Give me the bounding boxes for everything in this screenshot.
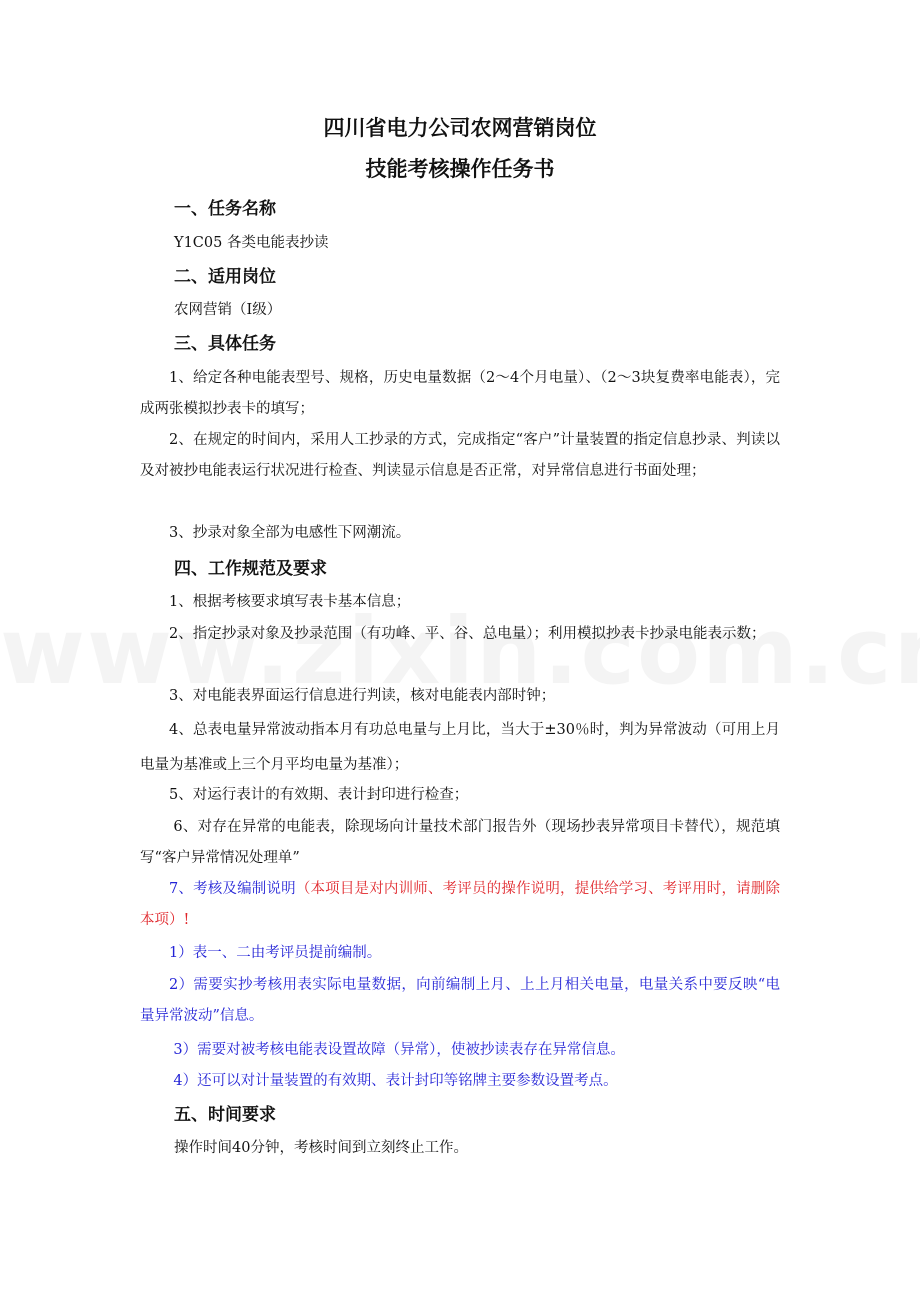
section-4-note-3: 3）需要对被考核电能表设置故障（异常），使被抄读表存在异常信息。: [173, 1042, 625, 1058]
section-4-note-4: 4）还可以对计量装置的有效期、表计封印等铭牌主要参数设置考点。: [173, 1073, 618, 1089]
section-4-item-5: 5、对运行表计的有效期、表计封印进行检查；: [169, 787, 469, 803]
section-4-item-4: 4、总表电量异常波动指本月有功总电量与上月比，当大于±30％时，判为异常波动（可用上月电量为基准或上三个月平均电量为基准）；: [140, 722, 780, 773]
document-title-line-2: 技能考核操作任务书: [365, 157, 555, 181]
item-7-label: 7、考核及编制说明: [169, 881, 296, 897]
section-5-heading: 五、时间要求: [174, 1105, 276, 1125]
section-4-item-2: 2、指定抄录对象及抄录范围（有功峰、平、谷、总电量）；利用模拟抄表卡抄录电能表示数；: [169, 626, 766, 642]
section-1-heading: 一、任务名称: [174, 199, 276, 219]
section-4-note-1: 1）表一、二由考评员提前编制。: [169, 945, 382, 961]
section-3-heading: 三、具体任务: [174, 334, 276, 354]
section-5-text: 操作时间40分钟，考核时间到立刻终止工作。: [174, 1140, 468, 1156]
document-title-line-1: 四川省电力公司农网营销岗位: [323, 116, 597, 140]
section-3-item-3: 3、抄录对象全部为电感性下网潮流。: [169, 525, 411, 541]
section-4-item-6: 6、对存在异常的电能表，除现场向计量技术部门报告外（现场抄表异常项目卡替代），规范填写“客户异常情况处理单”: [140, 819, 780, 866]
section-2-heading: 二、适用岗位: [174, 267, 276, 287]
section-3-item-2: 2、在规定的时间内，采用人工抄录的方式，完成指定“客户”计量装置的指定信息抄录、判读以及对被抄电能表运行状况进行检查、判读显示信息是否正常，对异常信息进行书面处理；: [140, 432, 780, 479]
section-4-item-1: 1、根据考核要求填写表卡基本信息；: [169, 594, 411, 610]
section-1-text: Y1C05 各类电能表抄读: [174, 235, 329, 251]
section-4-item-7: [140, 874, 780, 936]
section-3-item-1: 1、给定各种电能表型号、规格，历史电量数据（2～4个月电量）、（2～3块复费率电能表），完成两张模拟抄表卡的填写；: [140, 370, 780, 417]
section-4-item-3: 3、对电能表界面运行信息进行判读，核对电能表内部时钟；: [169, 688, 556, 704]
section-4-heading: 四、工作规范及要求: [174, 559, 327, 579]
item-7-warning: （本项目是对内训师、考评员的操作说明，提供给学习、考评用时，请删除本项）!: [140, 881, 780, 928]
section-2-text: 农网营销（Ⅰ级）: [174, 302, 282, 318]
section-4-note-2: 2）需要实抄考核用表实际电量数据，向前编制上月、上上月相关电量，电量关系中要反映“电量异常波动”信息。: [140, 977, 780, 1024]
